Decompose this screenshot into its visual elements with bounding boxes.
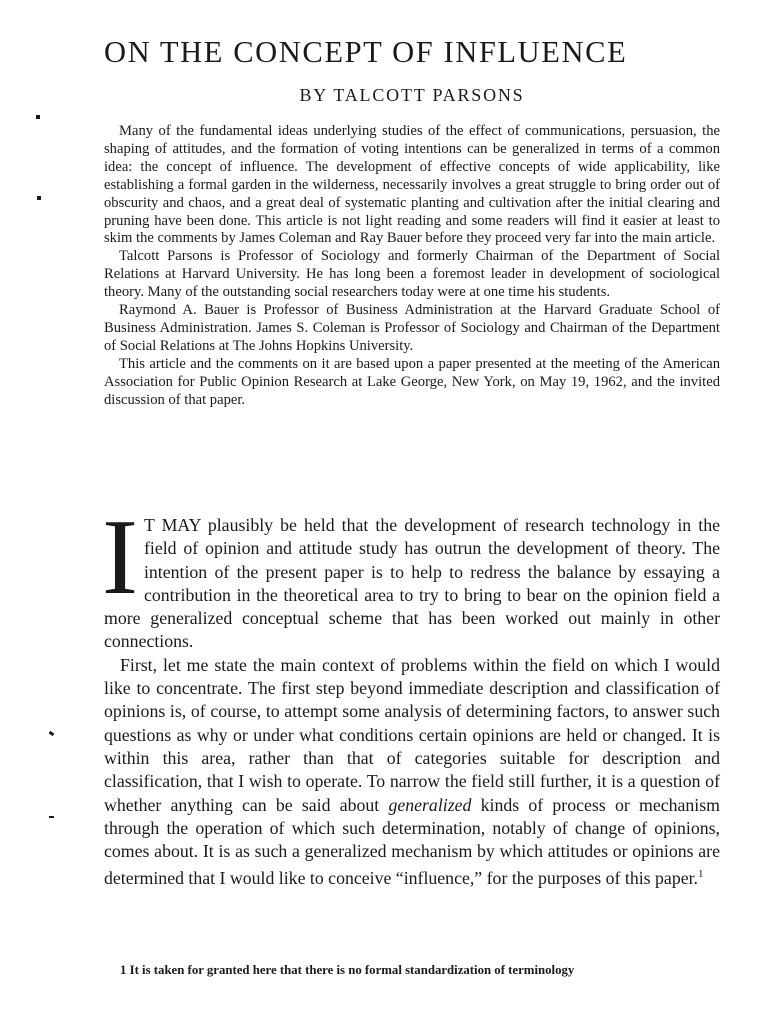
article-abstract [104,123,720,410]
body-paragraph [102,498,720,654]
body-paragraph-text: T MAY plausibly be held that the development of research technology in the field of opinion and attitude study has outrun the development of theory. The intention of the present paper is to help to redress the balance by essaying a contribution in the theoretical area to try to bring to bear on the opinion field a more generalized conceptual scheme that has been worked out mainly in other connections. [104,515,720,652]
body-paragraph [104,654,720,891]
article-title: ON THE CONCEPT OF INFLUENCE [104,35,628,69]
margin-mark [49,731,55,736]
source-note: This article and the comments on it are based upon a paper presented at the meeting of the American Association for Public Opinion Research at Lake George, New York, on May 19, 1962, and the invited discussion of that paper. [104,355,720,408]
emphasized-term: generalized [388,794,472,815]
footnote-text: It is taken for granted here that there is no formal standardization of terminology [129,963,575,977]
body-text: First, let me state the main context of problems within the field on which I would like to concentrate. The first step beyond immediate description and classification of opinions is, of course, to attempt some analysis of determining factors, to answer such questions as why or under what conditions certain opinions are held or changed. It is within this area, rather than that of categories suitable for description and classification, that I wish to operate. To narrow the field still further, it is a question of whether anything can be said about [104,654,720,815]
margin-mark [49,816,54,818]
drop-cap: I [102,498,138,617]
body-text: kinds of process or mechanism through the operation of which such determination, notably of change of opinions, comes about. It is as such a generalized mechanism by which attitudes or opinions are determined that I would like to conceive “influence,” for the purposes of this paper. [104,794,720,889]
article-byline: BY TALCOTT PARSONS [299,85,525,105]
author-note-commentators: Raymond A. Bauer is Professor of Business Administration at the Harvard Graduate School of Business Administration. James S. Coleman is Professor of Sociology and Chairman of the Department of Social Relations at The Johns Hopkins University. [104,302,720,354]
footnote [104,962,720,979]
author-note-parsons: Talcott Parsons is Professor of Sociology and formerly Chairman of the Department of Social Relations at Harvard University. He has long been a foremost leader in development of sociological theory. Many of the outstanding social researchers today were at one time his students. [104,248,720,301]
margin-mark [37,196,41,200]
abstract-paragraph: Many of the fundamental ideas underlying studies of the effect of communications, persuasion, the shaping of attitudes, and the formation of voting intentions can be generalized in terms of a common idea: the concept of influence. The development of effective concepts of wide applicability, like establishing a formal garden in the wilderness, necessarily involves a great struggle to bring order out of obscurity and chaos, and a great deal of systematic planting and cultivation after the initial clearing and pruning have been done. This article is not light reading and some readers will find it easier at least to skim the comments by James Coleman and Ray Bauer before they proceed very far into the main article. [104,123,720,247]
footnote-reference[interactable]: 1 [698,868,704,881]
article-body [102,498,720,891]
footnote-number: 1 [120,963,127,977]
margin-mark [36,115,40,119]
